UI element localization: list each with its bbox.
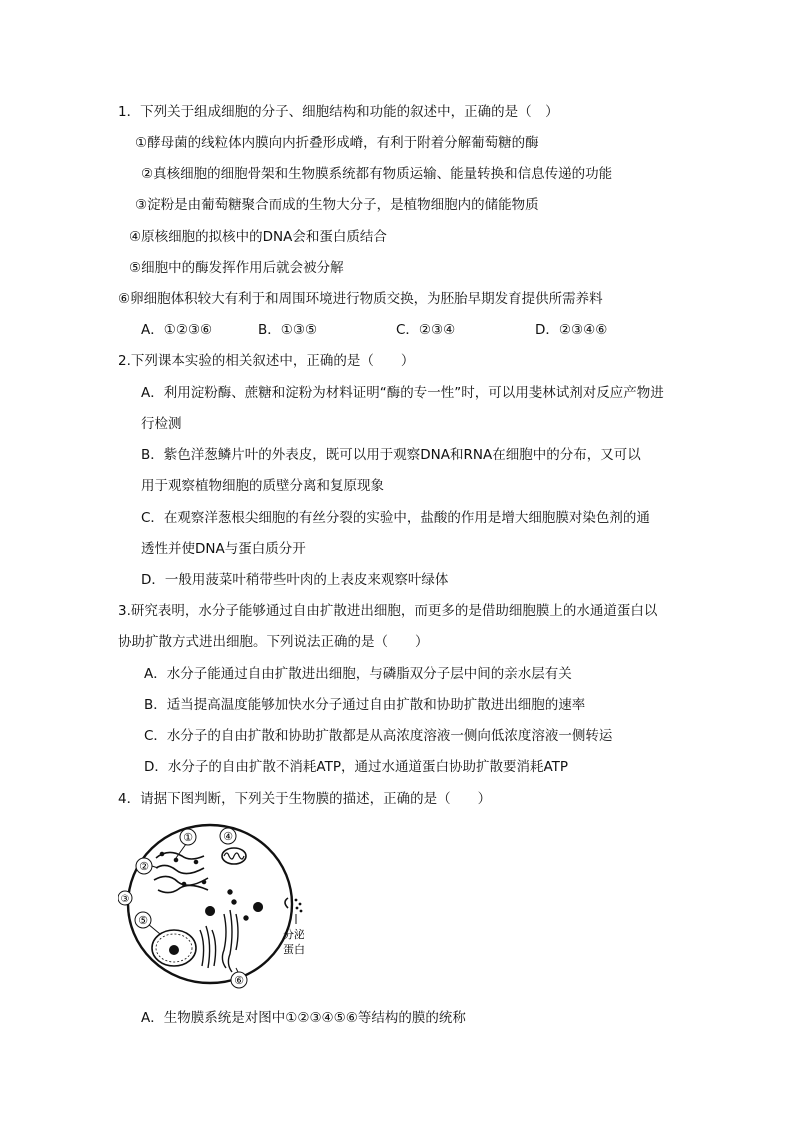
vesicle-1	[205, 906, 215, 916]
q1-item-3: ③淀粉是由葡萄糖聚合而成的生物大分子，是植物细胞内的储能物质	[135, 197, 539, 213]
leader-6	[236, 968, 238, 972]
leader-5	[148, 924, 160, 934]
q1-option-d: D．②③④⑥	[535, 322, 608, 338]
label-5: ⑤	[138, 914, 148, 927]
exocytosis-vesicle	[285, 898, 288, 908]
q1-option-b: B．①③⑤	[258, 322, 318, 338]
nucleolus	[169, 945, 179, 955]
q1-item-6: ⑥卵细胞体积较大有利于和周围环境进行物质交换，为胚胎早期发育提供所需养料	[118, 291, 603, 307]
cell-membrane	[128, 825, 292, 983]
q3-option-d: D．水分子的自由扩散不消耗ATP，通过水通道蛋白协助扩散要消耗ATP	[144, 759, 569, 775]
q2-line-6: 透性并使DNA与蛋白质分开	[141, 541, 306, 557]
endoplasmic-reticulum	[154, 852, 208, 892]
label-2: ②	[139, 860, 149, 873]
label-6: ⑥	[234, 974, 244, 987]
q1-stem: 1．下列关于组成细胞的分子、细胞结构和功能的叙述中，正确的是（ ）	[118, 104, 559, 120]
q4-stem: 4．请据下图判断，下列关于生物膜的描述，正确的是（ ）	[118, 791, 492, 807]
q2-line-7: D．一般用菠菜叶稍带些叶肉的上表皮来观察叶绿体	[141, 572, 449, 588]
q3-stem-line-2: 协助扩散方式进出细胞。下列说法正确的是（ ）	[118, 634, 429, 650]
q1-item-2: ②真核细胞的细胞骨架和生物膜系统都有物质运输、能量转换和信息传递的功能	[141, 166, 613, 182]
label-1: ①	[183, 831, 193, 844]
secretory-pathway	[222, 890, 248, 972]
secretion-label-line-1: 分泌	[283, 928, 304, 941]
q3-option-b: B．适当提高温度能够加快水分子通过自由扩散和协助扩散进出细胞的速率	[144, 697, 586, 713]
q1-item-1: ①酵母菌的线粒体内膜向内折叠形成嵴，有利于附着分解葡萄糖的酶	[135, 135, 539, 151]
q1-item-4: ④原核细胞的拟核中的DNA会和蛋白质结合	[129, 229, 387, 245]
vesicle-2	[253, 902, 263, 912]
label-3: ③	[120, 894, 130, 905]
cell-diagram-svg	[118, 822, 304, 992]
secretion-label-line-2: 蛋白	[283, 943, 304, 956]
q1-option-c: C．②③④	[396, 322, 456, 338]
q2-line-5: C．在观察洋葱根尖细胞的有丝分裂的实验中，盐酸的作用是增大细胞膜对染色剂的通	[141, 510, 650, 526]
q3-option-a: A．水分子能通过自由扩散进出细胞，与磷脂双分子层中间的亲水层有关	[144, 666, 572, 682]
q2-line-4: 用于观察植物细胞的质壁分离和复原现象	[141, 478, 384, 494]
label-4: ④	[223, 830, 233, 843]
q2-line-2: 行检测	[141, 416, 182, 432]
q2-stem: 2.下列课本实验的相关叙述中，正确的是（ ）	[118, 353, 415, 369]
q2-line-1: A．利用淀粉酶、蔗糖和淀粉为材料证明“酶的专一性”时，可以用斐林试剂对反应产物进	[141, 385, 664, 401]
q1-item-5: ⑤细胞中的酶发挥作用后就会被分解	[129, 260, 344, 276]
q1-option-a: A．①②③⑥	[141, 322, 213, 338]
q3-stem-line-1: 3.研究表明，水分子能够通过自由扩散进出细胞，而更多的是借助细胞膜上的水通道蛋白以	[118, 603, 658, 619]
mitochondrion-cristae	[224, 853, 244, 859]
golgi-apparatus	[200, 926, 216, 968]
q3-option-c: C．水分子的自由扩散和协助扩散都是从高浓度溶液一侧向低浓度溶液一侧转运	[144, 728, 613, 744]
q2-line-3: B．紫色洋葱鳞片叶的外表皮，既可以用于观察DNA和RNA在细胞中的分布，又可以	[141, 447, 641, 463]
cell-membrane-diagram	[118, 822, 304, 992]
q4-option-a: A．生物膜系统是对图中①②③④⑤⑥等结构的膜的统称	[141, 1010, 466, 1026]
